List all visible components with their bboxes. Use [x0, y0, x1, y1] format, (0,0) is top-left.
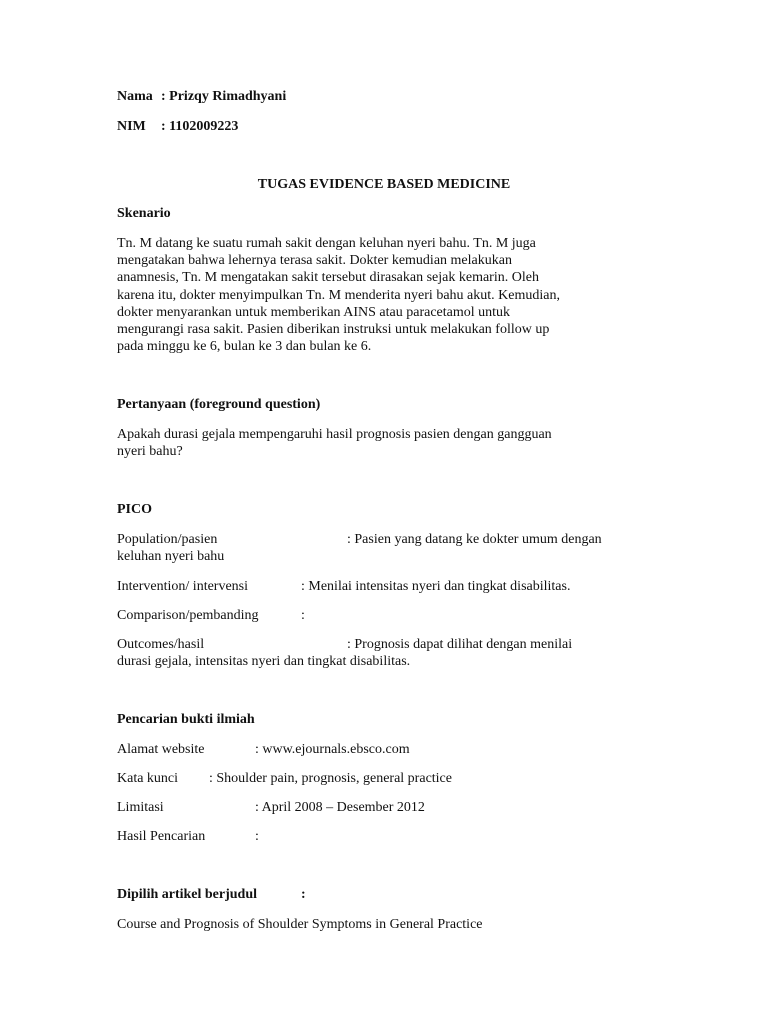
website-value: : www.ejournals.ebsco.com — [255, 742, 410, 757]
limit-label: Limitasi — [117, 800, 164, 815]
question-paragraph — [117, 426, 657, 460]
outcomes-value: : Prognosis dapat dilihat dengan menilai — [347, 637, 573, 652]
scenario-heading: Skenario — [117, 206, 171, 221]
result-label: Hasil Pencarian — [117, 829, 206, 844]
outcomes-continuation: durasi gejala, intensitas nyeri dan tingkat disabilitas. — [117, 654, 411, 669]
keyword-label: Kata kunci — [117, 771, 179, 786]
population-label: Population/pasien — [117, 532, 218, 547]
article-heading: Dipilih artikel berjudul — [117, 887, 258, 902]
limit-value: : April 2008 – Desember 2012 — [255, 800, 425, 815]
question-line: Apakah durasi gejala mempengaruhi hasil prognosis pasien dengan gangguan — [117, 427, 552, 442]
scenario-paragraph — [117, 235, 657, 355]
scenario-line: mengatakan bahwa lehernya terasa sakit. Dokter kemudian melakukan — [117, 253, 512, 269]
scenario-line: karena itu, dokter menyimpulkan Tn. M menderita nyeri bahu akut. Kemudian, — [117, 287, 560, 303]
pico-heading: PICO — [117, 502, 152, 517]
website-label: Alamat website — [117, 742, 205, 757]
intervention-value: : Menilai intensitas nyeri dan tingkat disabilitas. — [301, 579, 571, 594]
scenario-line: anamnesis, Tn. M mengatakan sakit tersebut dirasakan sejak kemarin. Oleh — [117, 270, 539, 286]
article-heading-colon: : — [301, 887, 306, 902]
result-value: : — [255, 829, 259, 844]
scenario-line: pada minggu ke 6, bulan ke 3 dan bulan ke 6. — [117, 339, 372, 355]
nim-value: : 1102009223 — [161, 119, 239, 134]
search-heading: Pencarian bukti ilmiah — [117, 712, 255, 727]
comparison-value: : — [301, 608, 305, 623]
question-heading: Pertanyaan (foreground question) — [117, 397, 321, 412]
article-title: Course and Prognosis of Shoulder Symptoms in General Practice — [117, 917, 483, 932]
intervention-label: Intervention/ intervensi — [117, 579, 249, 594]
document-title: TUGAS EVIDENCE BASED MEDICINE — [257, 177, 511, 192]
keyword-value: : Shoulder pain, prognosis, general practice — [209, 771, 452, 786]
comparison-label: Comparison/pembanding — [117, 608, 259, 623]
name-label: Nama — [117, 89, 153, 104]
population-value: : Pasien yang datang ke dokter umum dengan — [347, 532, 602, 547]
question-line: nyeri bahu? — [117, 444, 183, 460]
scenario-line: mengurangi rasa sakit. Pasien diberikan instruksi untuk melakukan follow up — [117, 322, 550, 338]
nim-label: NIM — [117, 119, 146, 134]
population-continuation: keluhan nyeri bahu — [117, 549, 225, 564]
outcomes-label: Outcomes/hasil — [117, 637, 205, 652]
scenario-line: Tn. M datang ke suatu rumah sakit dengan keluhan nyeri bahu. Tn. M juga — [117, 236, 536, 251]
name-value: : Prizqy Rimadhyani — [161, 89, 287, 104]
scenario-line: dokter menyarankan untuk memberikan AINS atau paracetamol untuk — [117, 304, 511, 320]
